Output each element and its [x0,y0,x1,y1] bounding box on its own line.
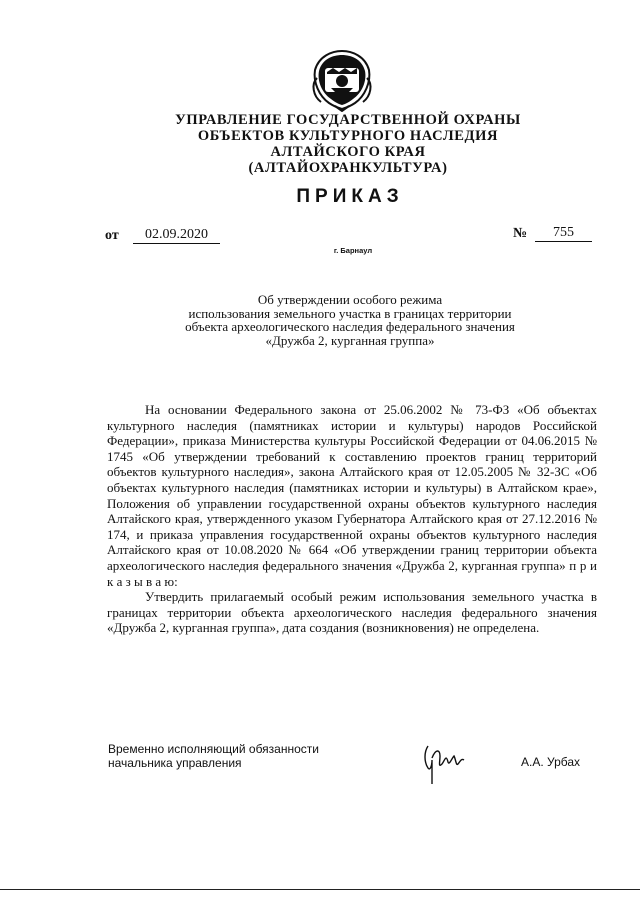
date-value: 02.09.2020 [133,226,220,244]
subject-line: объекта археологического наследия федерального значения [185,319,515,334]
document-body [107,402,597,636]
signatory-title-line: начальника управления [108,756,242,770]
basis-text: На основании Федерального закона от 25.06.2002 № 73-ФЗ «Об объектах культурного наследия (памятниках истории и культуры) народов Российской Федерации», приказа Министерства культуры Российской Федерации от 04.06.2015 № 1745 «Об утверждении требований к составлению проектов границ территорий объектов культурного наследия», закона Алтайского края от 12.05.2005 № 32-ЗС «Об объектах культурного наследия (памятниках истории и культуры) в Алтайском крае», Положения об управлении государственной охраны объектов культурного наследия Алтайского края, утвержденного указом Губернатора Алтайского края от 27.12.2016 № 174, и приказа управления государственной охраны объектов культурного наследия Алтайского края от 10.08.2020 № 664 «Об утверждении границ территории объекта археологического наследия федерального значения «Дружба 2, курганная группа» [107,402,597,573]
document-subject [140,293,560,347]
organization-name [150,112,546,176]
signatory-name: А.А. Урбах [521,755,581,769]
bottom-divider [0,889,640,890]
document-type-title: ПРИКАЗ [296,186,404,207]
city-label: г. Барнаул [333,246,373,255]
signatory-title-line: Временно исполняющий обязанности [108,742,319,756]
signatory-title [108,742,319,770]
subject-line: Об утверждении особого режима [257,292,443,307]
date-label: от [105,228,119,243]
number-label: № [513,226,528,241]
org-line: (АЛТАЙОХРАНКУЛЬТУРА) [248,160,448,176]
number-value: 755 [535,224,592,242]
body-paragraph-resolution: Утвердить прилагаемый особый режим использования земельного участка в границах территории объекта археологического наследия федерального значения «Дружба 2, курганная группа», дата создания (возникновения) не определена. [107,589,597,636]
directive-text: п р и к а з ы в а ю: [107,557,598,589]
subject-line: использования земельного участка в границах территории [188,305,512,321]
altai-coat-of-arms-icon [307,48,377,112]
subject-line: «Дружба 2, курганная группа» [265,332,435,348]
org-line: АЛТАЙСКОГО КРАЯ [270,144,426,160]
handwritten-signature [418,738,468,788]
org-line: ОБЪЕКТОВ КУЛЬТУРНОГО НАСЛЕДИЯ [197,128,499,144]
body-paragraph-basis [107,402,597,589]
org-line: УПРАВЛЕНИЕ ГОСУДАРСТВЕННОЙ ОХРАНЫ [175,112,521,128]
